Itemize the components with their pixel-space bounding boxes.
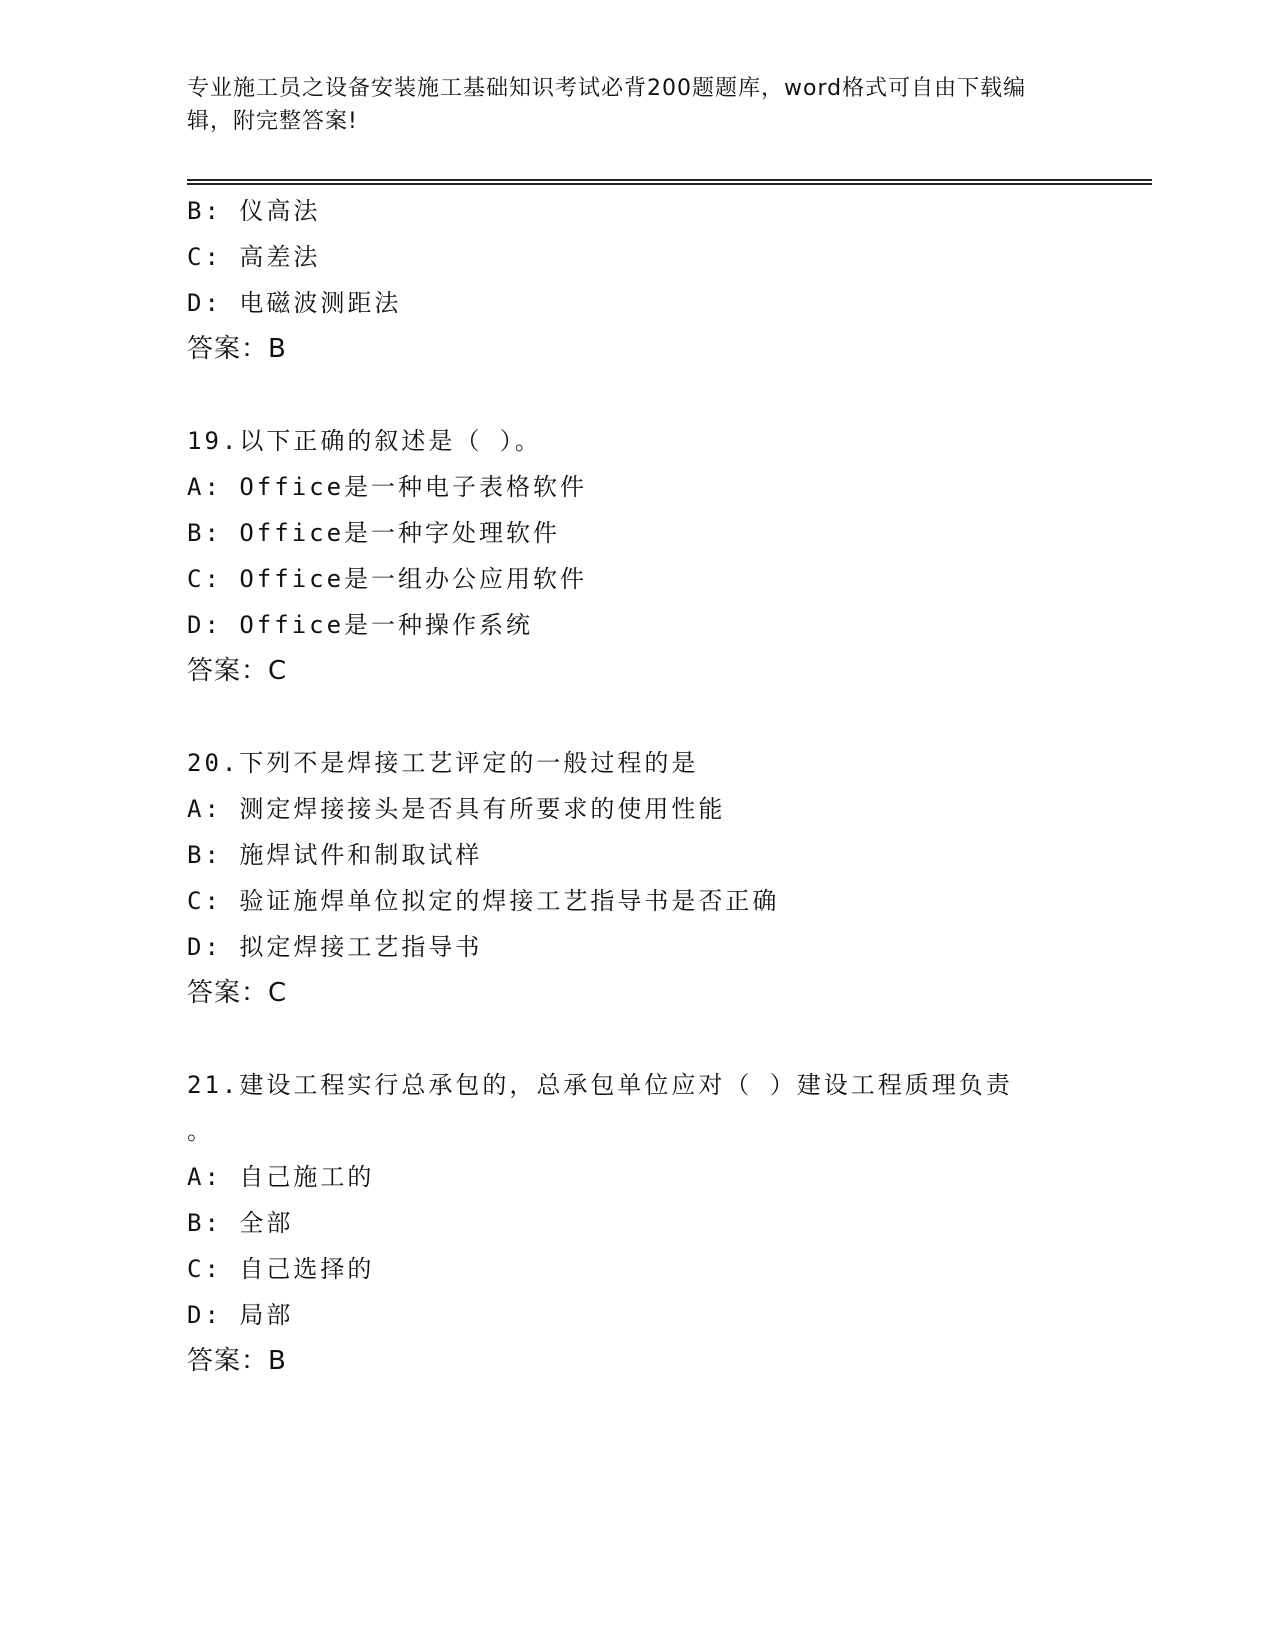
spacer — [187, 694, 1087, 740]
option-a: A: 自己施工的 — [187, 1163, 375, 1191]
option-d: D: Office是一种操作系统 — [187, 611, 534, 639]
question-block-19 — [187, 418, 1087, 694]
document-header-title: 专业施工员之设备安装施工基础知识考试必背200题题库，word格式可自由下载编辑，附完整答案! — [187, 76, 1027, 134]
option-c: C: Office是一组办公应用软件 — [187, 565, 588, 593]
question-block-20 — [187, 740, 1087, 1016]
option-b: B: Office是一种字处理软件 — [187, 519, 561, 547]
option-a: A: Office是一种电子表格软件 — [187, 473, 588, 501]
answer-label: 答案：B — [187, 334, 287, 364]
question-block-18 — [187, 188, 1087, 372]
question-title-tail: 。 — [187, 1117, 214, 1145]
option-b: B: 仪高法 — [187, 197, 321, 225]
option-c: C: 验证施焊单位拟定的焊接工艺指导书是否正确 — [187, 887, 780, 915]
option-a: A: 测定焊接接头是否具有所要求的使用性能 — [187, 795, 726, 823]
option-d: D: 局部 — [187, 1301, 294, 1329]
answer-label: 答案：C — [187, 656, 288, 686]
question-title: 20.下列不是焊接工艺评定的一般过程的是 — [187, 749, 699, 777]
option-b: B: 全部 — [187, 1209, 294, 1237]
answer-label: 答案：C — [187, 978, 288, 1008]
question-list — [187, 188, 1087, 1384]
question-block-21 — [187, 1062, 1087, 1384]
option-b: B: 施焊试件和制取试样 — [187, 841, 483, 869]
header-divider-top — [187, 179, 1152, 181]
option-d: D: 电磁波测距法 — [187, 289, 402, 317]
option-c: C: 高差法 — [187, 243, 321, 271]
answer-label: 答案：B — [187, 1346, 287, 1376]
question-title: 19.以下正确的叙述是（ ）。 — [187, 427, 542, 455]
spacer — [187, 1016, 1087, 1062]
header-divider-bottom — [187, 183, 1152, 185]
question-title: 21.建设工程实行总承包的，总承包单位应对（ ）建设工程质理负责 — [187, 1071, 1013, 1099]
spacer — [187, 372, 1087, 418]
option-d: D: 拟定焊接工艺指导书 — [187, 933, 483, 961]
option-c: C: 自己选择的 — [187, 1255, 375, 1283]
